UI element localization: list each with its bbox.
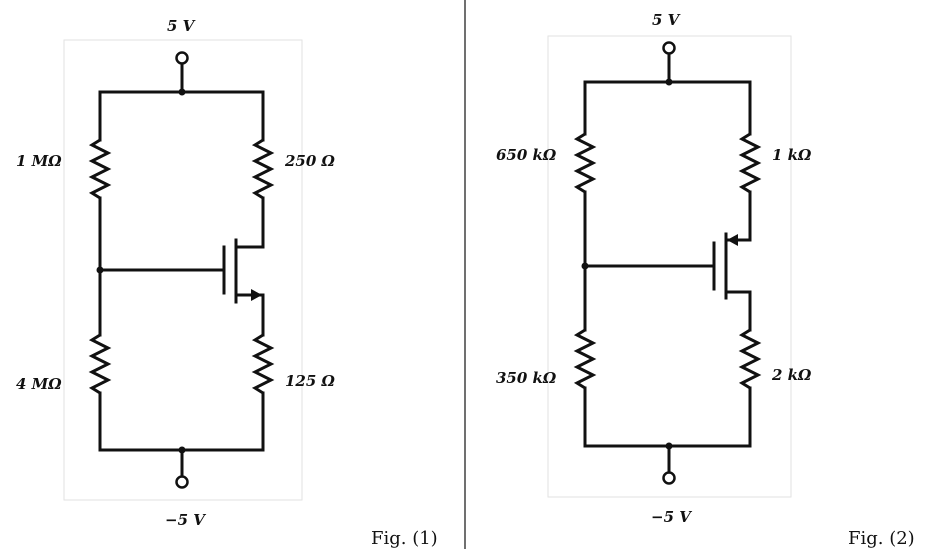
fig2-bottom-terminal	[664, 473, 675, 484]
fig1-bottom-terminal	[177, 477, 188, 488]
fig1-top-node	[179, 89, 186, 96]
fig2-caption: Fig. (2)	[848, 528, 915, 549]
fig2-rd-label: 2 kΩ	[772, 366, 812, 384]
fig2-top-terminal	[664, 43, 675, 54]
fig1-supply-bottom-label: −5 V	[165, 511, 205, 529]
fig1-resistor-bottom-left	[92, 335, 108, 393]
fig1-top-terminal	[177, 53, 188, 64]
fig1-rd-label: 250 Ω	[285, 152, 335, 170]
fig1-resistor-top-right	[255, 140, 271, 198]
fig2-resistor-bottom-left	[577, 330, 593, 388]
fig2-resistor-top-right	[742, 134, 758, 192]
fig2-r1-label: 650 kΩ	[496, 146, 557, 164]
figure-1	[16, 17, 438, 549]
fig1-drain-wire	[236, 198, 263, 247]
fig2-drain-wire	[726, 292, 750, 330]
fig2-rs-label: 1 kΩ	[772, 146, 812, 164]
figure-2	[496, 11, 915, 549]
fig1-r1-label: 1 MΩ	[16, 152, 62, 170]
fig2-top-node	[666, 79, 673, 86]
fig1-r2-label: 4 MΩ	[16, 375, 62, 393]
fig2-source-arrow-icon	[727, 234, 738, 246]
fig1-rs-label: 125 Ω	[285, 372, 335, 390]
fig1-resistor-bottom-right	[255, 335, 271, 393]
fig2-resistor-top-left	[577, 134, 593, 192]
fig2-supply-bottom-label: −5 V	[651, 508, 691, 526]
fig1-supply-top-label: 5 V	[167, 17, 195, 35]
fig1-source-wire	[236, 295, 263, 335]
fig2-source-wire	[726, 192, 750, 240]
fig2-resistor-bottom-right	[742, 330, 758, 388]
fig2-supply-top-label: 5 V	[652, 11, 680, 29]
fig2-r2-label: 350 kΩ	[496, 369, 557, 387]
fig1-caption: Fig. (1)	[371, 528, 438, 549]
fig1-source-arrow-icon	[251, 289, 262, 301]
fig1-resistor-top-left	[92, 140, 108, 198]
